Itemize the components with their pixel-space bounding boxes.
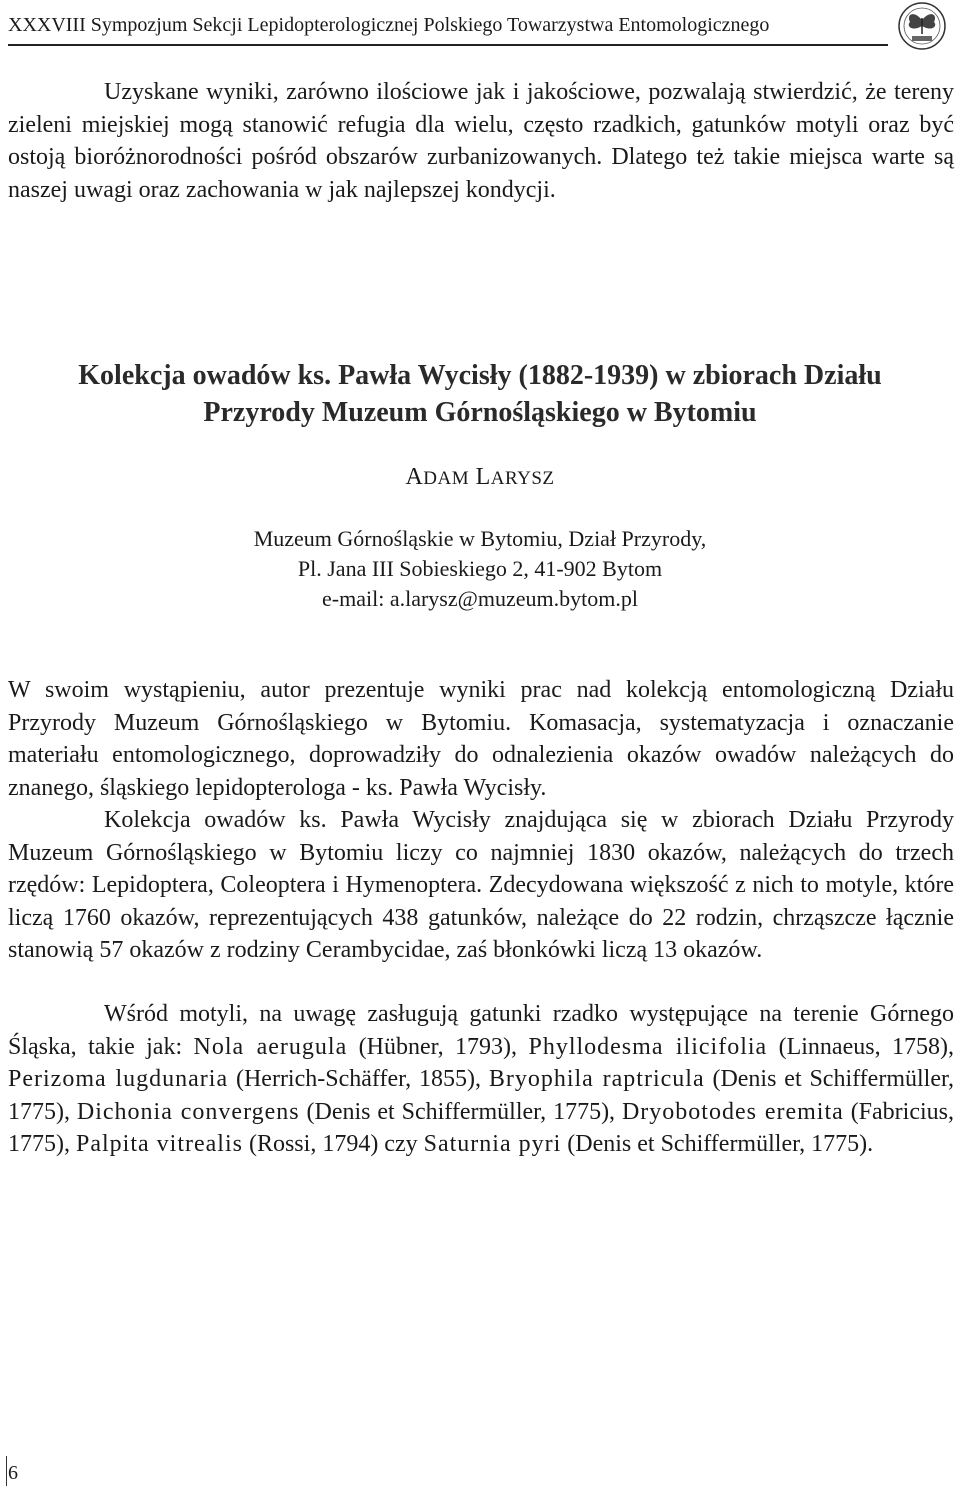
affiliation-email: e-mail: a.larysz@muzeum.bytom.pl	[322, 586, 638, 611]
page-header	[8, 0, 952, 50]
affiliation-line1: Muzeum Górnośląskie w Bytomiu, Dział Przyrody,	[253, 526, 707, 551]
header-title: XXXVIII Sympozjum Sekcji Lepidopterologicznej Polskiego Towarzystwa Entomologicznego	[8, 14, 770, 36]
intro-text: Uzyskane wyniki, zarówno ilościowe jak i jakościowe, pozwalają stwierdzić, że tereny zieleni miejskiej mogą stanowić refugia dla wielu, często rzadkich, gatunków motyli oraz być ostoją bioróżnorodności pośród obszarów zurbanizowanych. Dlatego też takie miejsca warte są naszej uwagi oraz zachowania w jak najlepszej kondycji.	[8, 79, 954, 203]
author-last-initial: L	[475, 464, 491, 490]
species-8-author: (Denis et Schiffermüller, 1775).	[561, 1131, 874, 1157]
butterfly-seal-logo-icon	[892, 0, 952, 52]
species-5-author: (Denis et Schiffermüller, 1775),	[299, 1098, 622, 1125]
affiliation-line2: Pl. Jana III Sobieskiego 2, 41-902 Bytom	[297, 556, 663, 581]
article-title-line1: Kolekcja owadów ks. Pawła Wycisły (1882-1939) w zbiorach Działu	[78, 360, 882, 391]
species-2: Phyllodesma ilicifolia	[528, 1033, 768, 1060]
species-6: Dryobotodes eremita	[621, 1098, 844, 1125]
species-1: Nola aerugula	[193, 1033, 348, 1060]
species-7: Palpita vitrealis	[76, 1131, 243, 1157]
body-paragraph-2: Kolekcja owadów ks. Pawła Wycisły znajdująca się w zbiorach Działu Przyrody Muzeum Górnośląskiego w Bytomiu liczy co najmniej 1830 okazów, należących do trzech rzędów: Lepidoptera, Coleoptera i Hymenoptera. Zdecydowana większość z nich to motyle, które liczą 1760 okazów, reprezentujących 438 gatunków, należące do 22 rodzin, chrząszcze łącznie stanowią 57 okazów z rodziny Cerambycidae, zaś błonkówki liczą 13 okazów.	[8, 807, 954, 963]
species-1-author: (Hübner, 1793),	[347, 1033, 529, 1060]
header-rule	[8, 44, 888, 46]
species-4: Bryophila raptricula	[488, 1066, 705, 1092]
p3-intro: Wśród motyli, na uwagę zasługują gatunki rzadko występujące na terenie Górnego Śląska, takie jak:	[8, 1001, 954, 1060]
species-8: Saturnia pyri	[423, 1131, 562, 1157]
page-number: 6	[8, 1462, 18, 1484]
footer-rule	[6, 1456, 7, 1486]
species-7-author: (Rossi, 1794) czy	[242, 1131, 424, 1157]
body-paragraph-1: W swoim wystąpieniu, autor prezentuje wyniki prac nad kolekcją entomologiczną Działu Przyrody Muzeum Górnośląskiego w Bytomiu. Komasacja, systematyzacja i oznaczanie materiału entomologicznego, doprowadziły do odnalezienia okazów owadów należących do znanego, śląskiego lepidopterologa - ks. Pawła Wycisły.	[8, 677, 954, 801]
species-3: Perizoma lugdunaria	[8, 1066, 229, 1092]
species-4-author: (Denis et Schiffermüller, 1775),	[8, 1066, 955, 1125]
author-first-initial: A	[405, 464, 424, 490]
author-name	[0, 464, 960, 491]
body-paragraph-3	[8, 998, 954, 1161]
species-5: Dichonia convergens	[76, 1098, 300, 1125]
species-3-author: (Herrich-Schäffer, 1855),	[228, 1066, 489, 1092]
author-first-rest: DAM	[423, 468, 470, 489]
author-last-rest: ARYSZ	[490, 468, 555, 489]
species-2-author: (Linnaeus, 1758),	[767, 1033, 954, 1060]
article-title-line2: Przyrody Muzeum Górnośląskiego w Bytomiu	[203, 397, 757, 428]
species-6-author: (Fabricius, 1775),	[8, 1098, 955, 1157]
intro-paragraph	[8, 76, 954, 206]
